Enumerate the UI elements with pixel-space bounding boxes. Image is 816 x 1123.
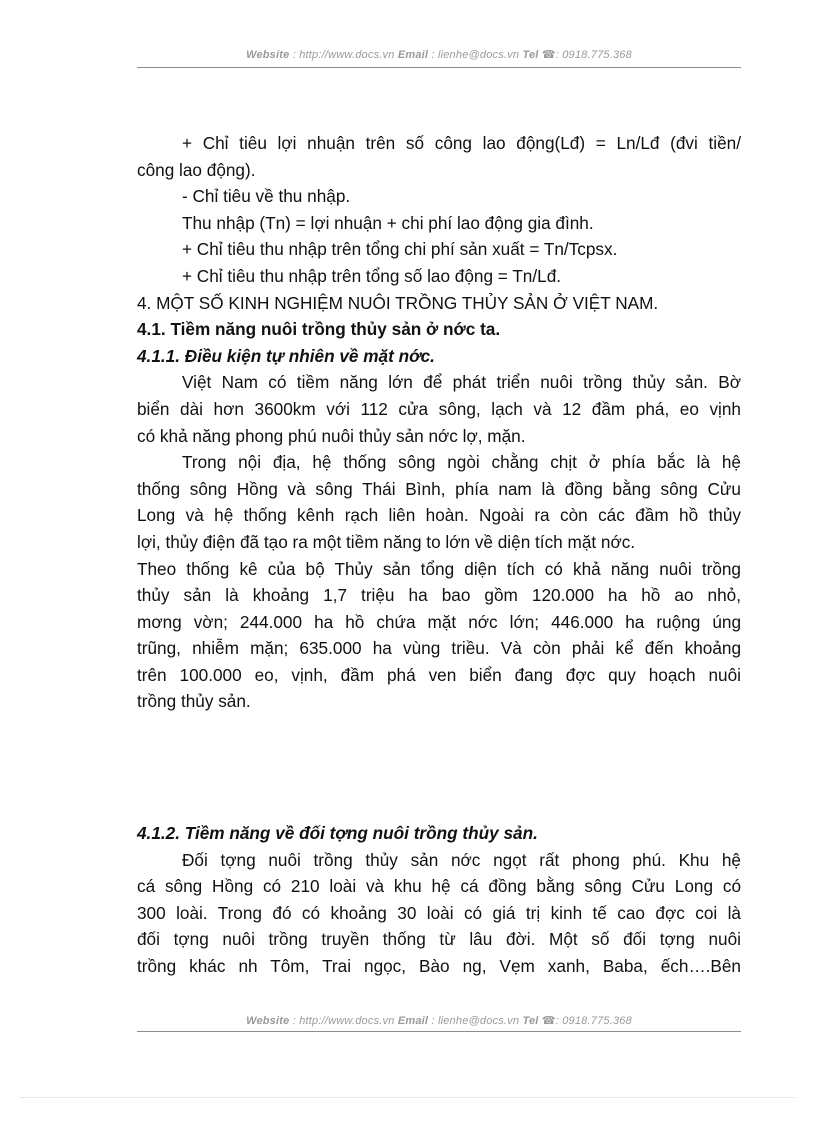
- text-line: Theo thống kê của bộ Thủy sản tổng diện tích có khả năng nuôi trồng: [137, 558, 741, 579]
- text-line: biển dài hơn 3600km với 112 cửa sông, lạch và 12 đầm phá, eo vịnh: [137, 398, 741, 419]
- text-line: trồng thủy sản.: [137, 691, 251, 712]
- page-header: [137, 48, 741, 61]
- page-break-divider: [20, 1097, 796, 1098]
- text-line: thủy sản là khoảng 1,7 triệu ha bao gồm 120.000 ha hồ ao nhỏ,: [137, 585, 741, 606]
- email-value: : lienhe@docs.vn: [431, 49, 520, 61]
- text-line: mơng vờn; 244.000 ha hồ chứa mặt nớc lớn; 446.000 ha ruộng úng: [137, 611, 741, 632]
- tel-label: Tel: [522, 1015, 539, 1027]
- section-heading-4: 4. MỘT SỐ KINH NGHIỆM NUÔI TRỒNG THỦY SẢN Ở VIỆT NAM.: [137, 292, 659, 313]
- text-line: + Chỉ tiêu lợi nhuận trên số công lao động(Lđ) = Ln/Lđ (đvi tiền/: [182, 133, 741, 153]
- text-line: 300 loài. Trong đó có khoảng 30 loài có giá trị kinh tế cao đợc coi là: [137, 902, 741, 923]
- email-label: Email: [397, 1015, 429, 1027]
- text-line: Long và hệ thống kênh rạch liên hoàn. Ngoài ra còn các đầm hồ thủy: [137, 505, 741, 526]
- section-heading-4-1-1: 4.1.1. Điều kiện tự nhiên về mặt nớc.: [137, 345, 435, 366]
- website-value: : http://www.docs.vn: [292, 1015, 395, 1027]
- tel-value: : 0918.775.368: [555, 49, 632, 61]
- email-label: Email: [397, 49, 429, 61]
- text-line: có khả năng phong phú nuôi thủy sản nớc lợ, mặn.: [137, 425, 526, 446]
- text-line: lợi, thủy điện đã tạo ra một tiềm năng to lớn về diện tích mặt nớc.: [137, 531, 636, 552]
- text-line: trên 100.000 eo, vịnh, đầm phá ven biển đang đợc quy hoạch nuôi: [137, 664, 741, 685]
- section-heading-4-1: 4.1. Tiềm năng nuôi trồng thủy sản ở nớc ta.: [137, 319, 501, 340]
- text-line: Thu nhập (Tn) = lợi nhuận + chi phí lao động gia đình.: [182, 212, 594, 233]
- text-line: Đối tợng nuôi trồng thủy sản nớc ngọt rất phong phú. Khu hệ: [182, 849, 741, 870]
- footer-rule: [137, 1031, 741, 1032]
- website-label: Website: [246, 49, 290, 61]
- text-line: thống sông Hồng và sông Thái Bình, phía nam là đồng bằng sông Cửu: [137, 478, 741, 499]
- text-line: cá sông Hồng có 210 loài và khu hệ cá đồng bằng sông Cửu Long có: [137, 876, 741, 897]
- text-line: + Chỉ tiêu thu nhập trên tổng chi phí sản xuất = Tn/Tcpsx.: [182, 239, 618, 260]
- text-line: trồng khác nh Tôm, Trai ngọc, Bào ng, Vẹm xanh, Baba, ếch….Bên: [137, 955, 741, 976]
- text-line: + Chỉ tiêu thu nhập trên tổng số lao động = Tn/Lđ.: [182, 265, 562, 286]
- website-value: : http://www.docs.vn: [292, 49, 395, 61]
- header-rule: [137, 67, 741, 68]
- email-value: : lienhe@docs.vn: [431, 1015, 520, 1027]
- text-line: Trong nội địa, hệ thống sông ngòi chằng chịt ở phía bắc là hệ: [182, 452, 741, 473]
- tel-value: : 0918.775.368: [555, 1015, 632, 1027]
- indicators-block: [137, 130, 741, 715]
- text-line: công lao động).: [137, 159, 256, 180]
- text-line: Việt Nam có tiềm năng lớn để phát triển nuôi trồng thủy sản. Bờ: [182, 372, 741, 393]
- phone-icon: ☎: [541, 49, 556, 61]
- section-heading-4-1-2: 4.1.2. Tiềm năng về đối tợng nuôi trồng thủy sản.: [137, 823, 538, 843]
- website-label: Website: [246, 1015, 290, 1027]
- text-line: đối tợng nuôi trồng truyền thống từ lâu đời. Một số đối tợng nuôi: [137, 929, 741, 950]
- section-4-1-2: [137, 820, 741, 980]
- text-line: - Chỉ tiêu về thu nhập.: [182, 186, 351, 207]
- page-footer: [137, 1014, 741, 1027]
- phone-icon: ☎: [541, 1015, 556, 1027]
- text-line: trũng, nhiễm mặn; 635.000 ha vùng triều. Và còn phải kể đến khoảng: [137, 638, 741, 659]
- tel-label: Tel: [522, 49, 539, 61]
